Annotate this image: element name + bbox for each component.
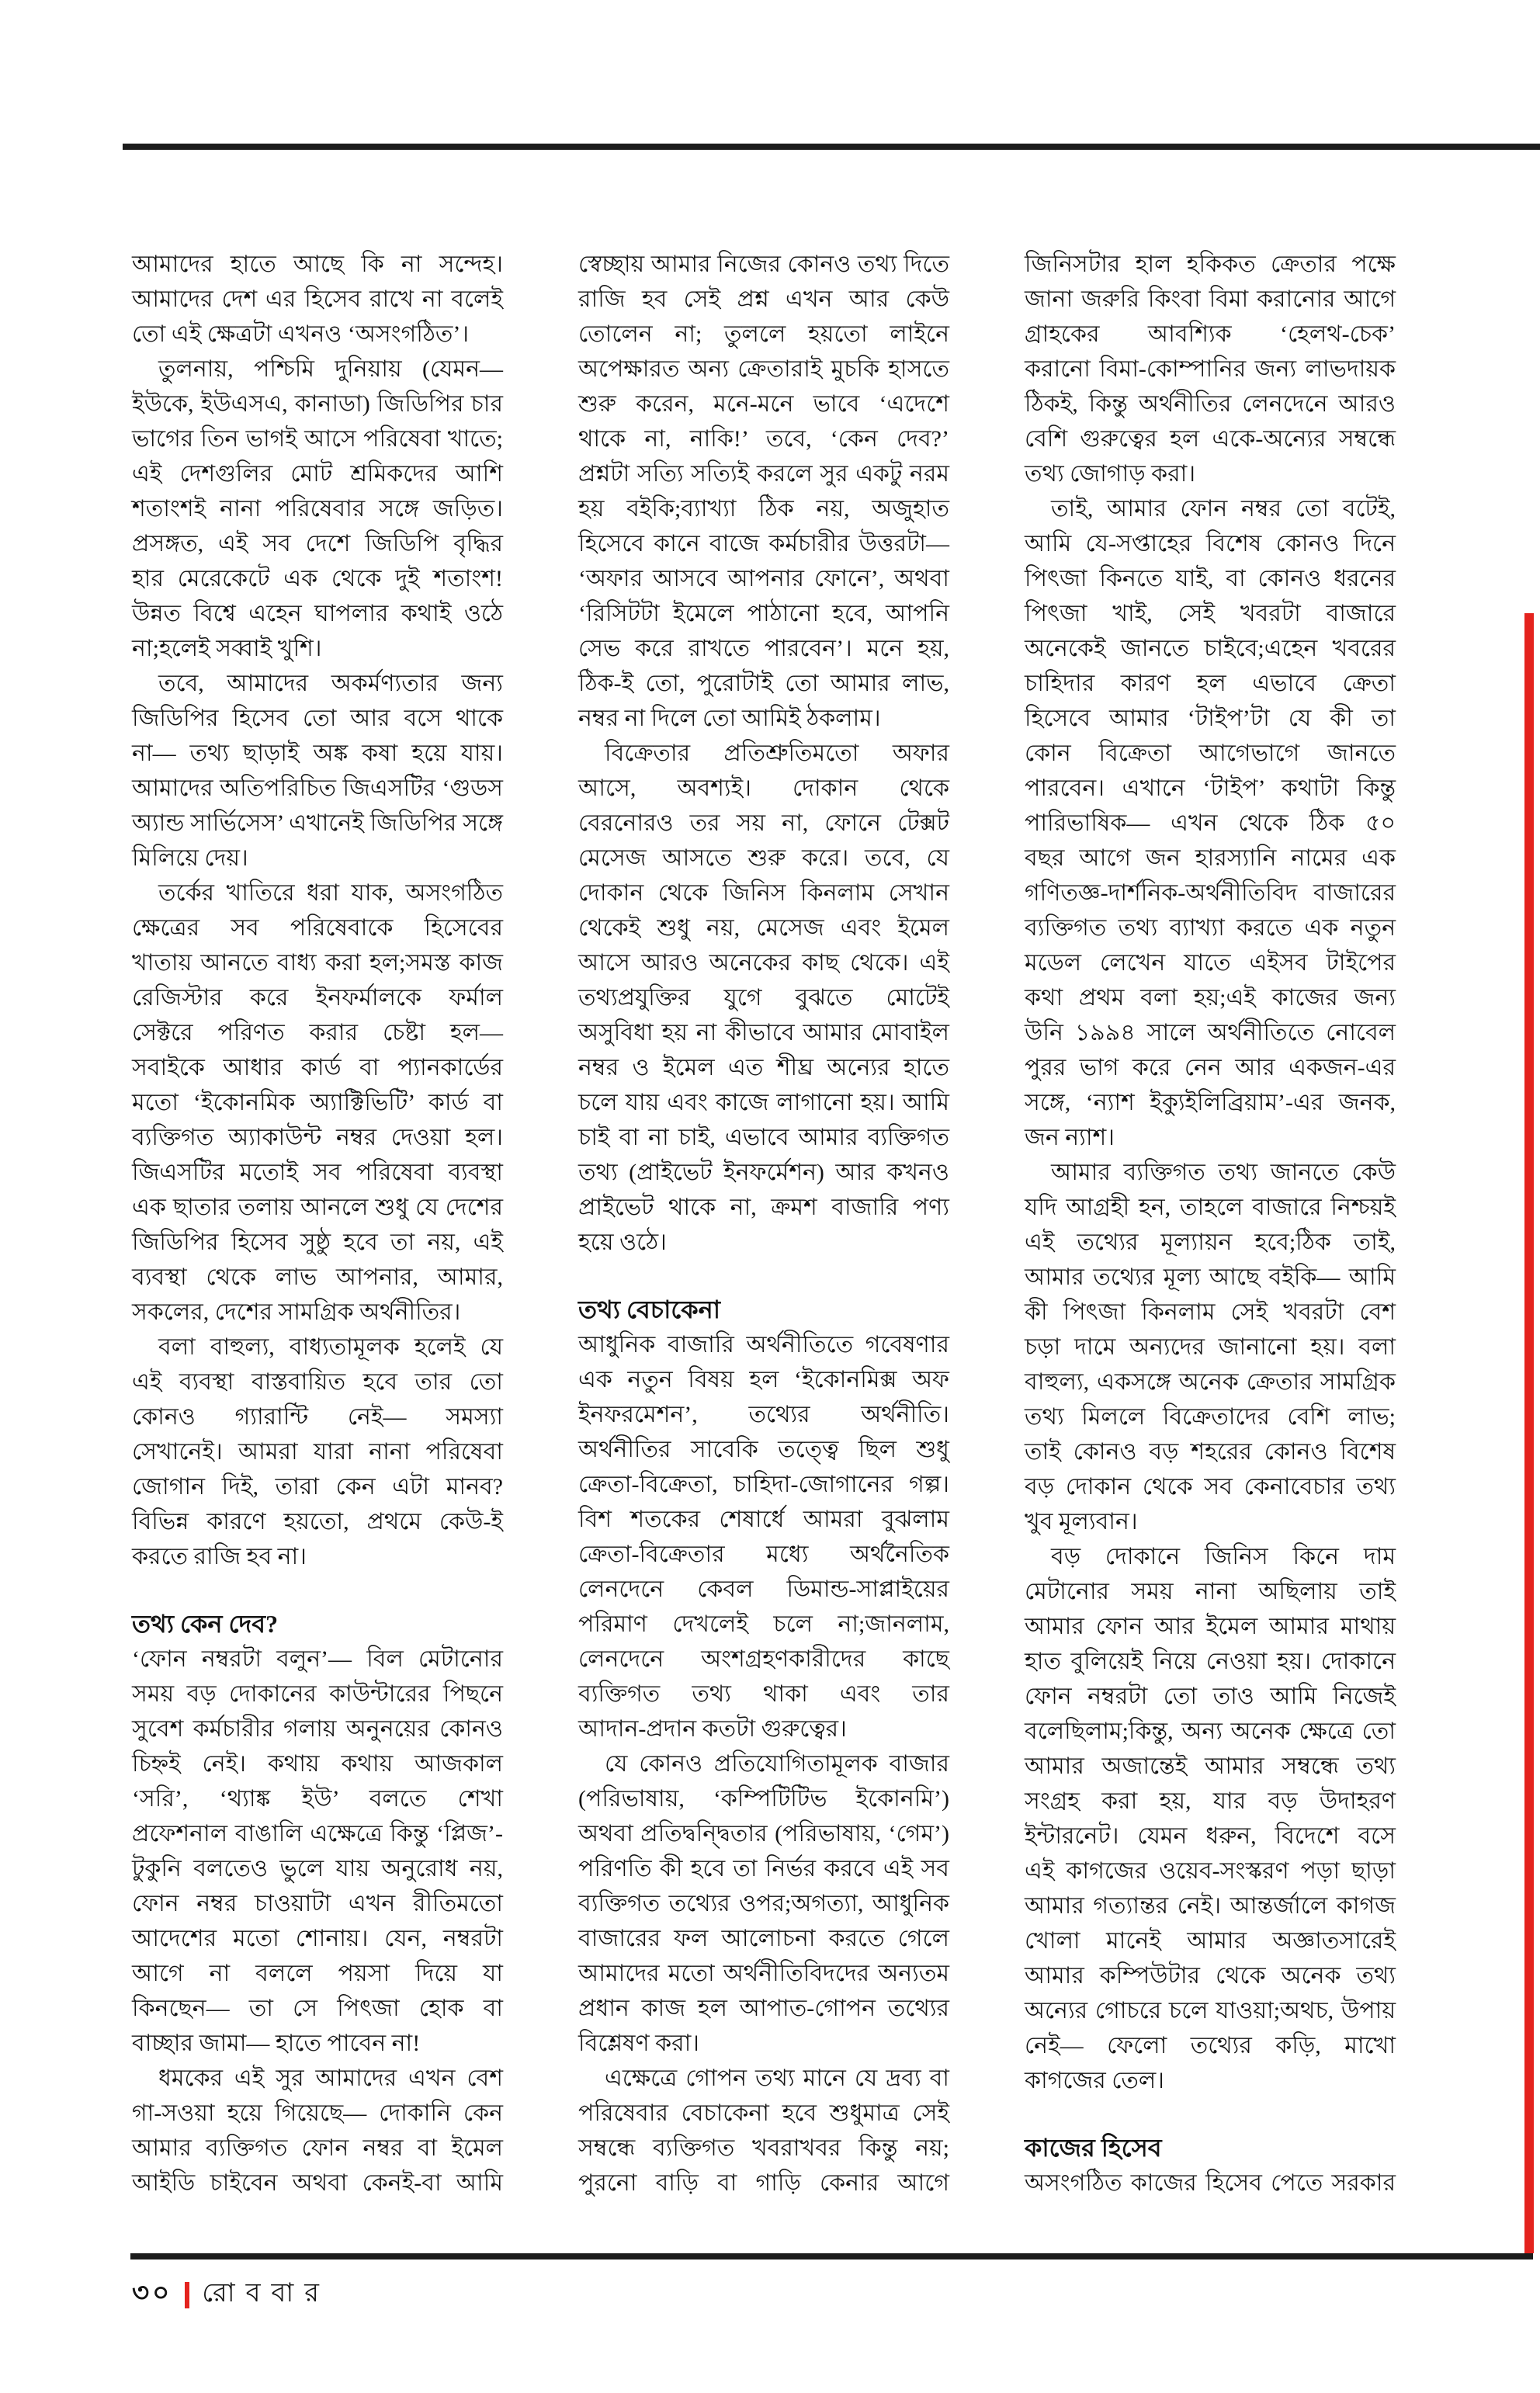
text-line: হিসেবে আমার ‘টাইপ’টা যে কী তা xyxy=(1025,706,1396,731)
text-line: অপেক্ষারত অন্য ক্রেতারাই মুচকি হাসতে xyxy=(578,356,949,382)
text-line: হার মেরেকেটে এক থেকে দুই শতাংশ! xyxy=(132,566,503,591)
text-line: প্রাইভেট থাকে না, ক্রমশ বাজারি পণ্য xyxy=(578,1195,949,1220)
text-line: বড় দোকান থেকে সব কেনাবেচার তথ্য xyxy=(1025,1474,1396,1500)
text-line: ভাগের তিন ভাগই আসে পরিষেবা খাতে; xyxy=(132,426,503,452)
text-line: ‘ফোন নম্বরটা বলুন’— বিল মেটানোর xyxy=(132,1646,503,1672)
text-line: লেনদেনে কেবল ডিমান্ড-সাপ্লাইয়ের xyxy=(578,1576,949,1602)
text-line: হাত বুলিয়েই নিয়ে নেওয়া হয়। দোকানে xyxy=(1025,1649,1396,1674)
text-line: চাই বা না চাই, এভাবে আমার ব্যক্তিগত xyxy=(578,1125,949,1150)
text-line: তো এই ক্ষেত্রটা এখনও ‘অসংগঠিত’। xyxy=(132,321,470,347)
text-line: বাজারের ফল আলোচনা করতে গেলে xyxy=(578,1926,949,1951)
page-number: ৩০ xyxy=(132,2279,173,2308)
page-footer xyxy=(132,2273,330,2317)
text-line: দোকান থেকে জিনিস কিনলাম সেখান xyxy=(578,880,949,906)
text-line: ‘সরি’, ‘থ্যাঙ্ক ইউ’ বলতে শেখা xyxy=(132,1786,503,1812)
text-line: লেনদেনে অংশগ্রহণকারীদের কাছে xyxy=(578,1646,949,1672)
section-subhead: তথ্য বেচাকেনা xyxy=(578,1295,720,1323)
text-line: সময় বড় দোকানের কাউন্টারের পিছনে xyxy=(132,1681,503,1707)
text-line: তোলেন না; তুললে হয়তো লাইনে xyxy=(578,321,949,347)
text-line: প্রসঙ্গত, এই সব দেশে জিডিপি বৃদ্ধির xyxy=(132,531,503,557)
text-line: অন্যের গোচরে চলে যাওয়া;অথচ, উপায় xyxy=(1025,1998,1396,2024)
text-line: চড়া দামে অন্যদের জানানো হয়। বলা xyxy=(1025,1334,1396,1360)
text-line: যে কোনও প্রতিযোগিতামূলক বাজার xyxy=(605,1751,949,1777)
text-line: আমার ফোন আর ইমেল আমার মাথায় xyxy=(1025,1614,1396,1639)
text-line: সংগ্রহ করা হয়, যার বড় উদাহরণ xyxy=(1025,1788,1396,1814)
text-line: সবাইকে আধার কার্ড বা প্যানকার্ডের xyxy=(132,1055,503,1080)
text-line: ফোন নম্বরটা তো তাও আমি নিজেই xyxy=(1025,1684,1396,1709)
text-line: ফোন নম্বর চাওয়াটা এখন রীতিমতো xyxy=(132,1891,503,1916)
text-line: আমার ব্যক্তিগত তথ্য জানতে কেউ xyxy=(1051,1160,1396,1185)
red-edge-stripe xyxy=(1524,613,1534,2253)
text-line: তাই, আমার ফোন নম্বর তো বটেই, xyxy=(1051,496,1396,522)
article-body xyxy=(132,247,1396,2201)
text-line: কী পিৎজা কিনলাম সেই খবরটা বেশ xyxy=(1025,1299,1396,1325)
text-line: ব্যক্তিগত তথ্য ব্যাখ্যা করতে এক নতুন xyxy=(1025,915,1396,941)
publication-name: রোববার xyxy=(202,2279,330,2308)
text-line: চিহ্নই নেই। কথায় কথায় আজকাল xyxy=(132,1751,503,1777)
text-line: ধমকের এই সুর আমাদের এখন বেশ xyxy=(158,2065,503,2091)
text-line: মেসেজ আসতে শুরু করে। তবে, যে xyxy=(578,845,949,871)
text-line: ইন্টারনেট। যেমন ধরুন, বিদেশে বসে xyxy=(1025,1823,1396,1849)
text-line: তথ্য জোগাড় করা। xyxy=(1025,461,1196,487)
text-line: পরিণতি কী হবে তা নির্ভর করবে এই সব xyxy=(578,1856,949,1881)
text-line: বেশি গুরুত্বের হল একে-অন্যের সম্বন্ধে xyxy=(1025,426,1396,452)
text-line: ক্রেতা-বিক্রেতা, চাহিদা-জোগানের গল্প। xyxy=(578,1472,949,1497)
text-line: গ্রাহকের আবশ্যিক ‘হেলথ-চেক’ xyxy=(1025,321,1396,347)
text-line: নম্বর ও ইমেল এত শীঘ্র অন্যের হাতে xyxy=(578,1055,949,1080)
text-line: ব্যক্তিগত অ্যাকাউন্ট নম্বর দেওয়া হল। xyxy=(132,1125,503,1150)
text-line: এই দেশগুলির মোট শ্রমিকদের আশি xyxy=(132,461,503,487)
text-line: আধুনিক বাজারি অর্থনীতিতে গবেষণার xyxy=(578,1332,949,1358)
text-line: বেরনোরও তর সয় না, ফোনে টেক্সট xyxy=(578,810,949,836)
text-line: এক ছাতার তলায় আনলে শুধু যে দেশের xyxy=(132,1195,503,1220)
text-line: বলা বাহুল্য, বাধ্যতামূলক হলেই যে xyxy=(158,1334,503,1360)
section-subhead: তথ্য কেন দেব? xyxy=(132,1610,279,1638)
text-line: (পরিভাষায়, ‘কম্পিটিটিভ ইকোনমি’) xyxy=(578,1786,949,1812)
text-line: আইডি চাইবেন অথবা কেনই-বা আমি xyxy=(132,2170,503,2196)
text-line: বিশ্লেষণ করা। xyxy=(578,2031,700,2056)
text-line: বলেছিলাম;কিন্তু, অন্য অনেক ক্ষেত্রে তো xyxy=(1025,1718,1396,1744)
text-line: কথা প্রথম বলা হয়;এই কাজের জন্য xyxy=(1025,985,1396,1011)
text-line: নেই— ফেলো তথ্যের কড়ি, মাখো xyxy=(1025,2033,1396,2058)
text-line: বছর আগে জন হারস্যানি নামের এক xyxy=(1025,845,1396,871)
text-line: বিভিন্ন কারণে হয়তো, প্রথমে কেউ-ই xyxy=(132,1509,503,1535)
text-line: জোগান দিই, তারা কেন এটা মানব? xyxy=(132,1474,503,1500)
text-line: আমি যে-সপ্তাহের বিশেষ কোনও দিনে xyxy=(1025,531,1396,557)
text-line: উন্নত বিশ্বে এহেন ঘাপলার কথাই ওঠে xyxy=(132,601,503,626)
text-line: এই কাগজের ওয়েব-সংস্করণ পড়া ছাড়া xyxy=(1025,1858,1396,1884)
text-line: কিনছেন— তা সে পিৎজা হোক বা xyxy=(132,1996,503,2021)
text-column-2 xyxy=(578,247,949,2201)
text-line: মিলিয়ে দেয়। xyxy=(132,845,248,871)
text-line: ব্যক্তিগত তথ্য থাকা এবং তার xyxy=(578,1681,949,1707)
text-line: পিৎজা কিনতে যাই, বা কোনও ধরনের xyxy=(1025,566,1396,591)
text-line: সুবেশ কর্মচারীর গলায় অনুনয়ের কোনও xyxy=(132,1716,503,1742)
text-line: আগে না বললে পয়সা দিয়ে যা xyxy=(132,1961,503,1986)
text-line: ‘অফার আসবে আপনার ফোনে’, অথবা xyxy=(578,566,949,591)
text-line: জানা জরুরি কিংবা বিমা করানোর আগে xyxy=(1025,286,1396,312)
text-line: এই তথ্যের মূল্যায়ন হবে;ঠিক তাই, xyxy=(1025,1229,1396,1255)
text-line: ইউকে, ইউএসএ, কানাডা) জিডিপির চার xyxy=(132,391,503,417)
text-line: আদেশের মতো শোনায়। যেন, নম্বরটা xyxy=(132,1926,503,1951)
text-column-1 xyxy=(132,247,503,2201)
text-line: অসুবিধা হয় না কীভাবে আমার মোবাইল xyxy=(578,1020,949,1046)
text-line: আমার গত্যান্তর নেই। আন্তর্জালে কাগজ xyxy=(1025,1893,1396,1919)
text-line: গা-সওয়া হয়ে গিয়েছে— দোকানি কেন xyxy=(132,2100,503,2126)
text-line: সঙ্গে, ‘ন্যাশ ইক্যুইলিব্রিয়াম’-এর জনক, xyxy=(1025,1090,1396,1115)
text-line: সেক্টরে পরিণত করার চেষ্টা হল— xyxy=(132,1020,503,1046)
text-line: আমার কম্পিউটার থেকে অনেক তথ্য xyxy=(1025,1963,1396,1989)
text-line: যদি আগ্রহী হন, তাহলে বাজারে নিশ্চয়ই xyxy=(1025,1195,1396,1220)
text-line: করতে রাজি হব না। xyxy=(132,1544,307,1569)
text-line: না— তথ্য ছাড়াই অঙ্ক কষা হয়ে যায়। xyxy=(132,740,503,766)
section-subhead: কাজের হিসেব xyxy=(1025,2134,1162,2162)
text-line: টুকুনি বলতেও ভুলে যায় অনুরোধ নয়, xyxy=(132,1856,503,1881)
text-line: পুরর ভাগ করে নেন আর একজন-এর xyxy=(1025,1055,1396,1080)
text-line: তথ্যপ্রযুক্তির যুগে বুঝতে মোটেই xyxy=(578,985,949,1011)
text-line: সম্বন্ধে ব্যক্তিগত খবরাখবর কিন্তু নয়; xyxy=(578,2135,949,2161)
text-line: প্রফেশনাল বাঙালি এক্ষেত্রে কিন্তু ‘প্লিজ’- xyxy=(132,1821,503,1847)
text-line: সেভ করে রাখতে পারবেন’। মনে হয়, xyxy=(578,636,949,661)
text-line: প্রশ্নটা সত্যি সত্যিই করলে সুর একটু নরম xyxy=(578,461,949,487)
text-line: খুব মূল্যবান। xyxy=(1025,1509,1138,1535)
text-line: মডেল লেখেন যাতে এইসব টাইপের xyxy=(1025,950,1396,976)
text-line: আমাদের হাতে আছে কি না সন্দেহ। xyxy=(132,251,503,277)
text-line: নম্বর না দিলে তো আমিই ঠকলাম। xyxy=(578,706,881,731)
text-line: স্বেচ্ছায় আমার নিজের কোনও তথ্য দিতে xyxy=(578,251,949,277)
text-line: আদান-প্রদান কতটা গুরুত্বের। xyxy=(578,1716,847,1742)
text-line: হয়ে ওঠে। xyxy=(578,1229,667,1255)
footer-separator-bar xyxy=(185,2282,189,2308)
text-line: আমাদের অতিপরিচিত জিএসটির ‘গুডস xyxy=(132,775,503,801)
text-line: অ্যান্ড সার্ভিসেস’ এখানেই জিডিপির সঙ্গে xyxy=(132,810,503,836)
text-line: গণিতজ্ঞ-দার্শনিক-অর্থনীতিবিদ বাজারের xyxy=(1025,880,1396,906)
text-line: ক্ষেত্রের সব পরিষেবাকে হিসেবের xyxy=(132,915,503,941)
bottom-rule xyxy=(130,2253,1533,2259)
text-line: বড় দোকানে জিনিস কিনে দাম xyxy=(1051,1544,1396,1569)
text-line: তবে, আমাদের অকর্মণ্যতার জন্য xyxy=(158,671,503,696)
text-line: খাতায় আনতে বাধ্য করা হল;সমস্ত কাজ xyxy=(132,950,503,976)
text-line: পিৎজা খাই, সেই খবরটা বাজারে xyxy=(1025,601,1396,626)
text-line: ক্রেতা-বিক্রেতার মধ্যে অর্থনৈতিক xyxy=(578,1542,949,1567)
text-line: কোন বিক্রেতা আগেভাগে জানতে xyxy=(1025,740,1396,766)
text-line: তথ্য (প্রাইভেট ইনফর্মেশন) আর কখনও xyxy=(578,1160,949,1185)
text-line: থেকেই শুধু নয়, মেসেজ এবং ইমেল xyxy=(578,915,949,941)
text-line: খোলা মানেই আমার অজ্ঞাতসারেই xyxy=(1025,1928,1396,1954)
text-line: তাই কোনও বড় শহরের কোনও বিশেষ xyxy=(1025,1439,1396,1465)
text-line: আমাদের দেশ এর হিসেব রাখে না বলেই xyxy=(132,286,503,312)
text-line: এক নতুন বিষয় হল ‘ইকোনমিক্স অফ xyxy=(578,1367,949,1392)
text-line: অসংগঠিত কাজের হিসেব পেতে সরকার xyxy=(1025,2170,1396,2196)
text-line: হিসেবে কানে বাজে কর্মচারীর উত্তরটা— xyxy=(578,531,949,557)
text-line: না;হলেই সব্বাই খুশি। xyxy=(132,636,322,661)
text-line: পুরনো বাড়ি বা গাড়ি কেনার আগে xyxy=(578,2170,949,2196)
text-line: ঠিক-ই তো, পুরোটাই তো আমার লাভ, xyxy=(578,671,949,696)
top-rule xyxy=(123,144,1540,150)
text-line: অর্থনীতির সাবেকি তত্ত্বে ছিল শুধু xyxy=(578,1437,949,1462)
text-line: ‘রিসিটটা ইমেলে পাঠানো হবে, আপনি xyxy=(578,601,949,626)
text-line: জিডিপির হিসেব সুষ্ঠু হবে তা নয়, এই xyxy=(132,1229,503,1255)
text-line: মেটানোর সময় নানা অছিলায় তাই xyxy=(1025,1579,1396,1604)
text-line: পরিমাণ দেখলেই চলে না;জানলাম, xyxy=(578,1611,949,1637)
text-line: আমার তথ্যের মূল্য আছে বইকি— আমি xyxy=(1025,1264,1396,1290)
text-line: উনি ১৯৯৪ সালে অর্থনীতিতে নোবেল xyxy=(1025,1020,1396,1046)
text-line: তুলনায়, পশ্চিমি দুনিয়ায় (যেমন— xyxy=(158,356,503,382)
text-line: বিশ শতকের শেষার্ধে আমরা বুঝলাম xyxy=(578,1507,949,1532)
text-line: ব্যবস্থা থেকে লাভ আপনার, আমার, xyxy=(132,1264,503,1290)
text-line: হয় বইকি;ব্যাখ্যা ঠিক নয়, অজুহাত xyxy=(578,496,949,522)
text-line: আমাদের মতো অর্থনীতিবিদদের অন্যতম xyxy=(578,1961,949,1986)
text-column-3 xyxy=(1025,247,1396,2201)
text-line: পরিষেবার বেচাকেনা হবে শুধুমাত্র সেই xyxy=(578,2100,949,2126)
text-line: মতো ‘ইকোনমিক অ্যাক্টিভিটি’ কার্ড বা xyxy=(132,1090,503,1115)
text-line: চলে যায় এবং কাজে লাগানো হয়। আমি xyxy=(578,1090,949,1115)
text-line: কাগজের তেল। xyxy=(1025,2068,1165,2093)
text-line: এক্ষেত্রে গোপন তথ্য মানে যে দ্রব্য বা xyxy=(605,2065,949,2091)
text-line: তথ্য মিললে বিক্রেতাদের বেশি লাভ; xyxy=(1025,1404,1396,1430)
text-line: এই ব্যবস্থা বাস্তবায়িত হবে তার তো xyxy=(132,1369,503,1395)
text-line: অথবা প্রতিদ্বন্দ্বিতার (পরিভাষায়, ‘গেম’) xyxy=(578,1821,949,1847)
text-line: করানো বিমা-কোম্পানির জন্য লাভদায়ক xyxy=(1025,356,1396,382)
text-line: জিডিপির হিসেব তো আর বসে থাকে xyxy=(132,706,503,731)
text-line: আমার অজান্তেই আমার সম্বন্ধে তথ্য xyxy=(1025,1753,1396,1779)
text-line: আমার ব্যক্তিগত ফোন নম্বর বা ইমেল xyxy=(132,2135,503,2161)
text-line: বাচ্ছার জামা— হাতে পাবেন না! xyxy=(132,2031,421,2056)
text-line: শতাংশই নানা পরিষেবার সঙ্গে জড়িত। xyxy=(132,496,503,522)
text-line: সকলের, দেশের সামগ্রিক অর্থনীতির। xyxy=(132,1299,461,1325)
text-line: চাহিদার কারণ হল এভাবে ক্রেতা xyxy=(1025,671,1396,696)
text-line: রাজি হব সেই প্রশ্ন এখন আর কেউ xyxy=(578,286,949,312)
text-line: প্রধান কাজ হল আপাত-গোপন তথ্যের xyxy=(578,1996,949,2021)
text-line: ঠিকই, কিন্তু অর্থনীতির লেনদেনে আরও xyxy=(1025,391,1396,417)
text-line: ব্যক্তিগত তথ্যের ওপর;অগত্যা, আধুনিক xyxy=(578,1891,949,1916)
text-line: ইনফরমেশন’, তথ্যের অর্থনীতি। xyxy=(578,1402,949,1427)
text-line: কোনও গ্যারান্টি নেই— সমস্যা xyxy=(132,1404,503,1430)
text-line: আসে, অবশ্যই। দোকান থেকে xyxy=(578,775,949,801)
text-line: থাকে না, নাকি!’ তবে, ‘কেন দেব?’ xyxy=(578,426,949,452)
text-line: অনেকেই জানতে চাইবে;এহেন খবরের xyxy=(1025,636,1396,661)
text-line: বিক্রেতার প্রতিশ্রুতিমতো অফার xyxy=(605,740,949,766)
text-line: শুরু করেন, মনে-মনে ভাবে ‘এদেশে xyxy=(578,391,949,417)
text-line: পারিভাষিক— এখন থেকে ঠিক ৫০ xyxy=(1025,810,1396,836)
text-line: তর্কের খাতিরে ধরা যাক, অসংগঠিত xyxy=(158,880,503,906)
text-line: পারবেন। এখানে ‘টাইপ’ কথাটা কিন্তু xyxy=(1025,775,1396,801)
text-line: জিএসটির মতোই সব পরিষেবা ব্যবস্থা xyxy=(132,1160,503,1185)
text-line: রেজিস্টার করে ইনফর্মালকে ফর্মাল xyxy=(132,985,503,1011)
text-line: সেখানেই। আমরা যারা নানা পরিষেবা xyxy=(132,1439,503,1465)
text-line: জন ন্যাশ। xyxy=(1025,1125,1115,1150)
text-line: জিনিসটার হাল হকিকত ক্রেতার পক্ষে xyxy=(1025,251,1396,277)
text-line: বাহুল্য, একসঙ্গে অনেক ক্রেতার সামগ্রিক xyxy=(1025,1369,1396,1395)
text-line: আসে আরও অনেকের কাছ থেকে। এই xyxy=(578,950,949,976)
